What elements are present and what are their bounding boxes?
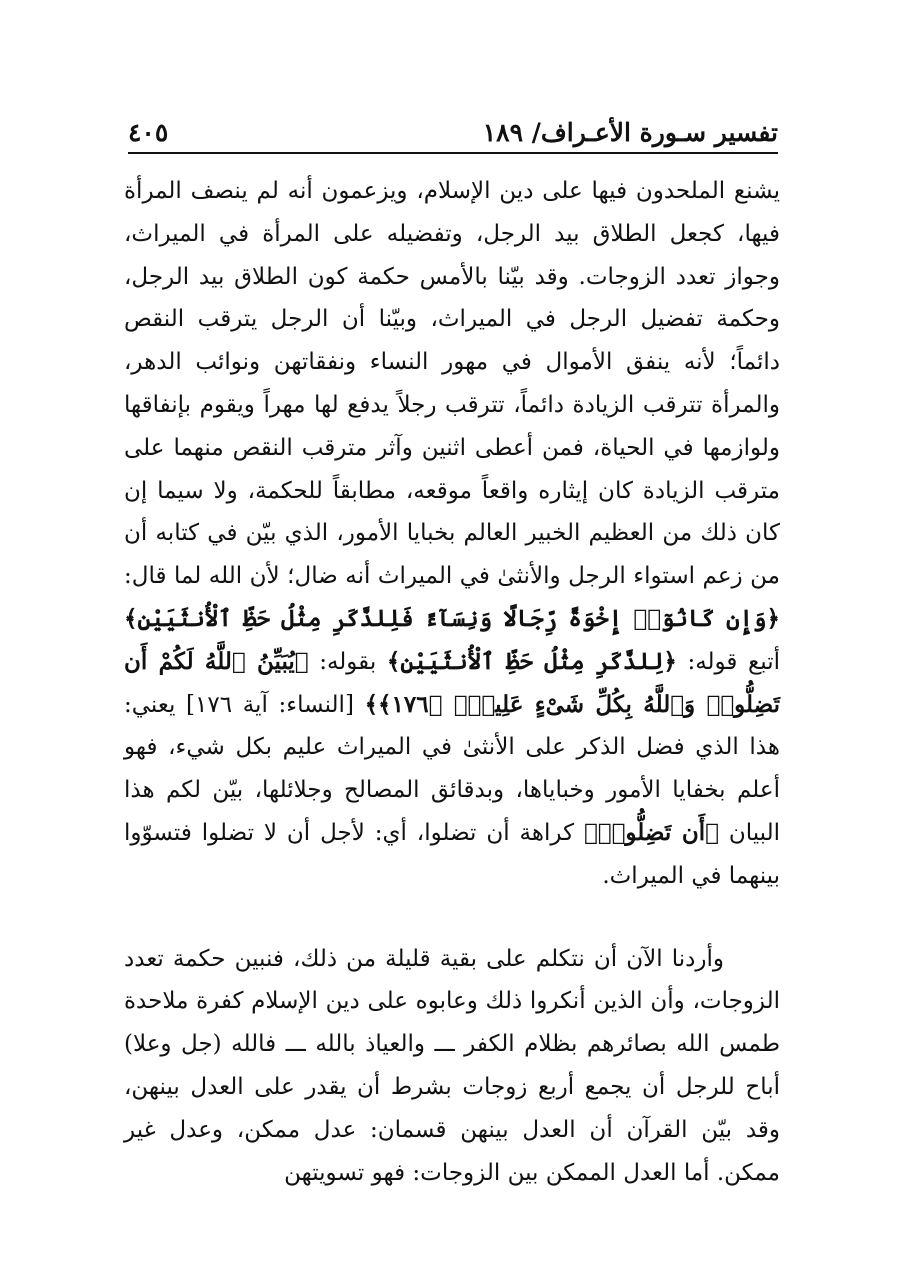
header-rule — [128, 152, 778, 154]
text-segment: أتبع قوله: — [676, 648, 781, 675]
text-segment: يشنع الملحدون فيها على دين الإسلام، ويزعمون أنه لم ينصف المرأة فيها، كجعل الطلاق بيد الرجل، وتفضيله على المرأة في الميراث، وجواز تعدد الزوجات. وقد بيّنا بالأمس حكمة كون الطلاق بيد الرجل، وحكمة تفضيل الرجل في الميراث، وبيّنا أن الرجل يترقب النقص دائماً؛ لأنه ينفق الأموال في مهور النساء ونفقاتهن ونوائب الدهر، والمرأة تترقب الزيادة دائماً، تترقب رجلاً يدفع لها مهراً ويقوم بإنفاقها ولوازمها في الحياة، فمن أعطى اثنين وآثر مترقب النقص منهما على مترقب الزيادة كان إيثاره واقعاً موقعه، مطابقاً للحكمة، ولا سيما إن كان ذلك من العظيم الخبير العالم بخبايا الأمور، الذي بيّن في كتابه أن من زعم استواء الرجل والأنثىٰ في الميراث أنه ضال؛ لأن الله لما قال: — [124, 178, 780, 590]
paragraph-2: وأردنا الآن أن نتكلم على بقية قليلة من ذلك، فنبين حكمة تعدد الزوجات، وأن الذين أنكروا ذلك وعابوه على دين الإسلام كفرة ملاحدة طمس الله بصائرهم بظلام الكفر ـــ والعياذ بالله ـــ فالله (جل وعلا) أباح للرجل أن يجمع أربع زوجات بشرط أن يقدر على العدل بينهن، وقد بيّن القرآن أن العدل بينهن قسمان: عدل ممكن، وعدل غير ممكن. أما العدل الممكن بين الزوجات: فهو تسويتهن — [124, 945, 780, 1186]
text-segment: بقوله: — [308, 648, 387, 675]
text-segment: [النساء: آية ١٧٦] يعني: هذا الذي فضل الذكر على الأنثىٰ في الميراث عليم بكل شيء، فهو أعلم بخفايا الأمور وخباياها، وبدقائق المصالح وجلائلها، بيّن لكم هذا البيان — [124, 691, 780, 846]
quran-verse: ﴿وَإِن كَانُوٓا۟ إِخْوَةً رِّجَالًا وَنِسَآءً فَلِلذَّكَرِ مِثْلُ حَظِّ ٱلْأُنثَيَيْنِ﴾ — [124, 604, 780, 632]
running-title: تفسير سـورة الأعـراف/ ١٨٩ — [482, 118, 778, 147]
page-number: ٤٠٥ — [128, 118, 169, 147]
quran-verse: ﴿يُبَيِّنُ ٱللَّهُ لَكُمْ أَن تَضِلُّوا۟ وَٱللَّهُ بِكُلِّ شَىْءٍ عَلِيمٌۢ ﴿١٧٦﴾﴾ — [124, 647, 780, 718]
body-text — [124, 170, 780, 1194]
paragraph-1 — [124, 170, 780, 898]
quran-verse: ﴿أَن تَضِلُّوا۟﴾ — [583, 818, 719, 846]
page-header — [128, 112, 778, 154]
text-segment: كراهة أن تضلوا، أي: لأجل أن لا تضلوا فتسوّوا بينهما في الميراث. — [124, 819, 780, 889]
quran-verse: ﴿لِلذَّكَرِ مِثْلُ حَظِّ ٱلْأُنثَيَيْنِ﴾ — [386, 647, 677, 675]
